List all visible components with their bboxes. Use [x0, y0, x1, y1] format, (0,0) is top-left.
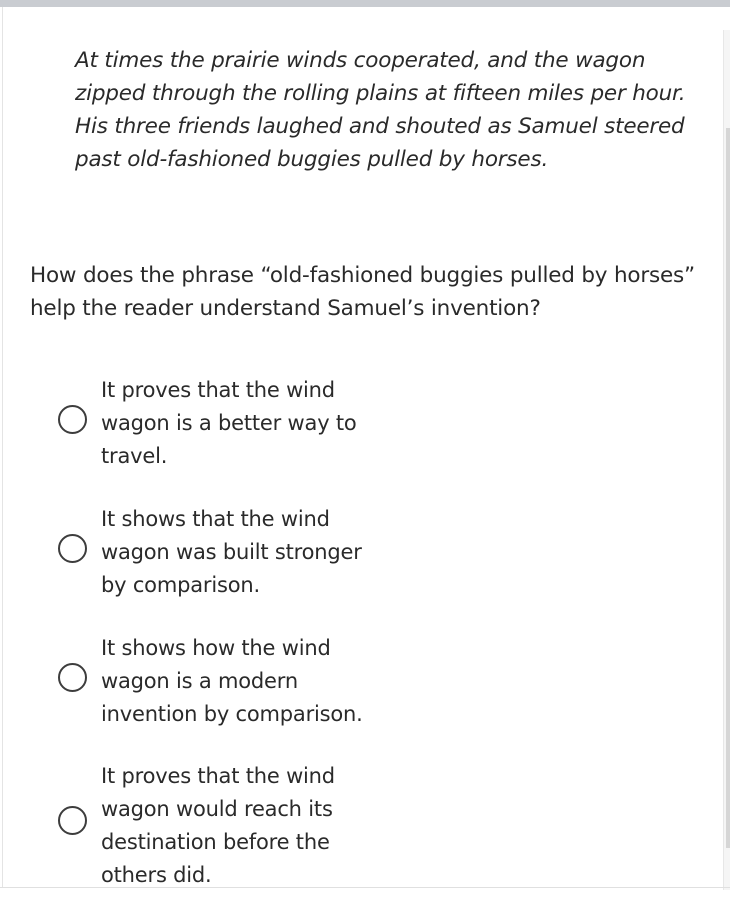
- radio-button-d[interactable]: [58, 806, 87, 835]
- answer-option-b-label: It shows that the wind wagon was built stronger by comparison.: [101, 507, 362, 597]
- question-prompt: How does the phrase “old-fashioned buggies pulled by horses” help the reader understand Samuel’s invention?: [30, 263, 695, 321]
- radio-button-c[interactable]: [58, 663, 87, 692]
- answer-option-d[interactable]: [58, 760, 388, 885]
- answer-option-c-label: It shows how the wind wagon is a modern invention by comparison.: [101, 636, 363, 726]
- passage-excerpt: At times the prairie winds cooperated, and the wagon zipped through the rolling plains at fifteen miles per hour. His three friends laughed and shouted as Samuel steered past old-fashioned buggies pulled by horses.: [75, 48, 686, 172]
- top-bar: [0, 0, 730, 7]
- answer-option-a[interactable]: [58, 374, 388, 474]
- radio-button-a[interactable]: [58, 405, 87, 434]
- answer-option-c[interactable]: [58, 632, 388, 732]
- answer-option-a-label: It proves that the wind wagon is a better way to travel.: [101, 378, 357, 468]
- scrollbar-thumb[interactable]: [726, 128, 730, 848]
- answer-option-b[interactable]: [58, 503, 388, 603]
- bottom-divider: [0, 887, 730, 888]
- answer-option-d-label: It proves that the wind wagon would reach its destination before the others did.: [101, 764, 335, 887]
- left-border: [2, 7, 3, 887]
- radio-button-b[interactable]: [58, 534, 87, 563]
